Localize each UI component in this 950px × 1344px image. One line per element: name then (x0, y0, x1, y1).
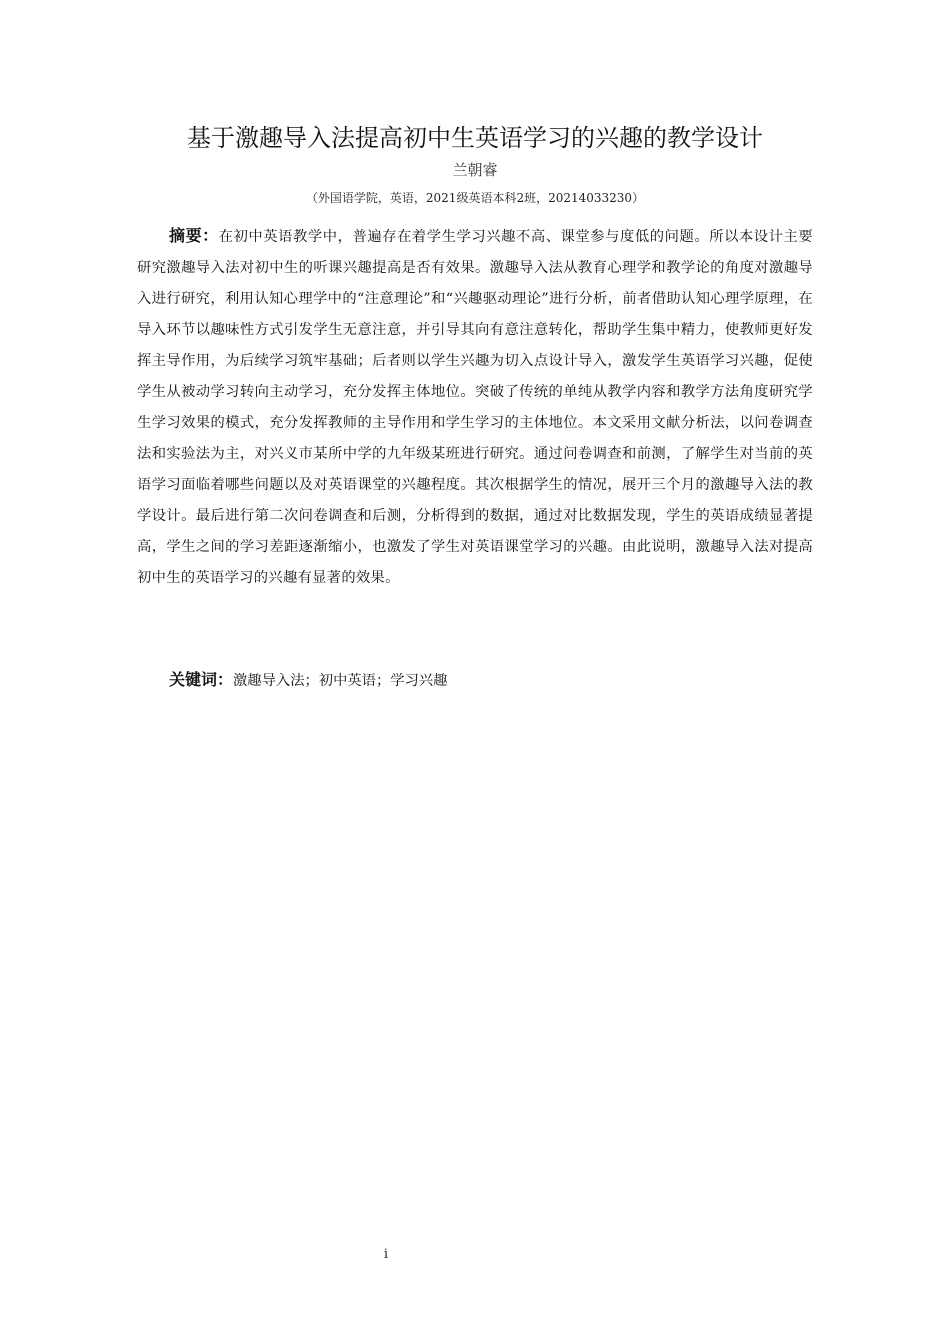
author-affiliation: （外国语学院，英语，2021级英语本科2班，20214033230） (305, 191, 645, 205)
keywords-label: 关键词： (169, 670, 234, 689)
keywords-text: 激趣导入法；初中英语；学习兴趣 (233, 673, 448, 689)
document-title: 基于激趣导入法提高初中生英语学习的兴趣的教学设计 (187, 124, 763, 152)
abstract-label: 摘要： (169, 226, 219, 245)
author-name: 兰朝睿 (452, 161, 498, 179)
keywords-line (169, 664, 813, 697)
abstract-paragraph (137, 220, 813, 594)
abstract-text: 在初中英语教学中，普遍存在着学生学习兴趣不高、课堂参与度低的问题。所以本设计主要研究激趣导入法对初中生的听课兴趣提高是否有效果。激趣导入法从教育心理学和教学论的角度对激趣导入进行研究，利用认知心理学中的“注意理论”和“兴趣驱动理论”进行分析，前者借助认知心理学原理，在导入环节以趣味性方式引发学生无意注意，并引导其向有意注意转化，帮助学生集中精力，使教师更好发挥主导作用，为后续学习筑牢基础；后者则以学生兴趣为切入点设计导入，激发学生英语学习兴趣，促使学生从被动学习转向主动学习，充分发挥主体地位。突破了传统的单纯从教学内容和教学方法角度研究学生学习效果的模式，充分发挥教师的主导作用和学生学习的主体地位。本文采用文献分析法，以问卷调查法和实验法为主，对兴义市某所中学的九年级某班进行研究。通过问卷调查和前测，了解学生对当前的英语学习面临着哪些问题以及对英语课堂的兴趣程度。其次根据学生的情况，展开三个月的激趣导入法的教学设计。最后进行第二次问卷调查和后测，分析得到的数据，通过对比数据发现，学生的英语成绩显著提高，学生之间的学习差距逐渐缩小，也激发了学生对英语课堂学习的兴趣。由此说明，激趣导入法对提高初中生的英语学习的兴趣有显著的效果。 (137, 229, 813, 586)
page-number: i (383, 1247, 389, 1262)
